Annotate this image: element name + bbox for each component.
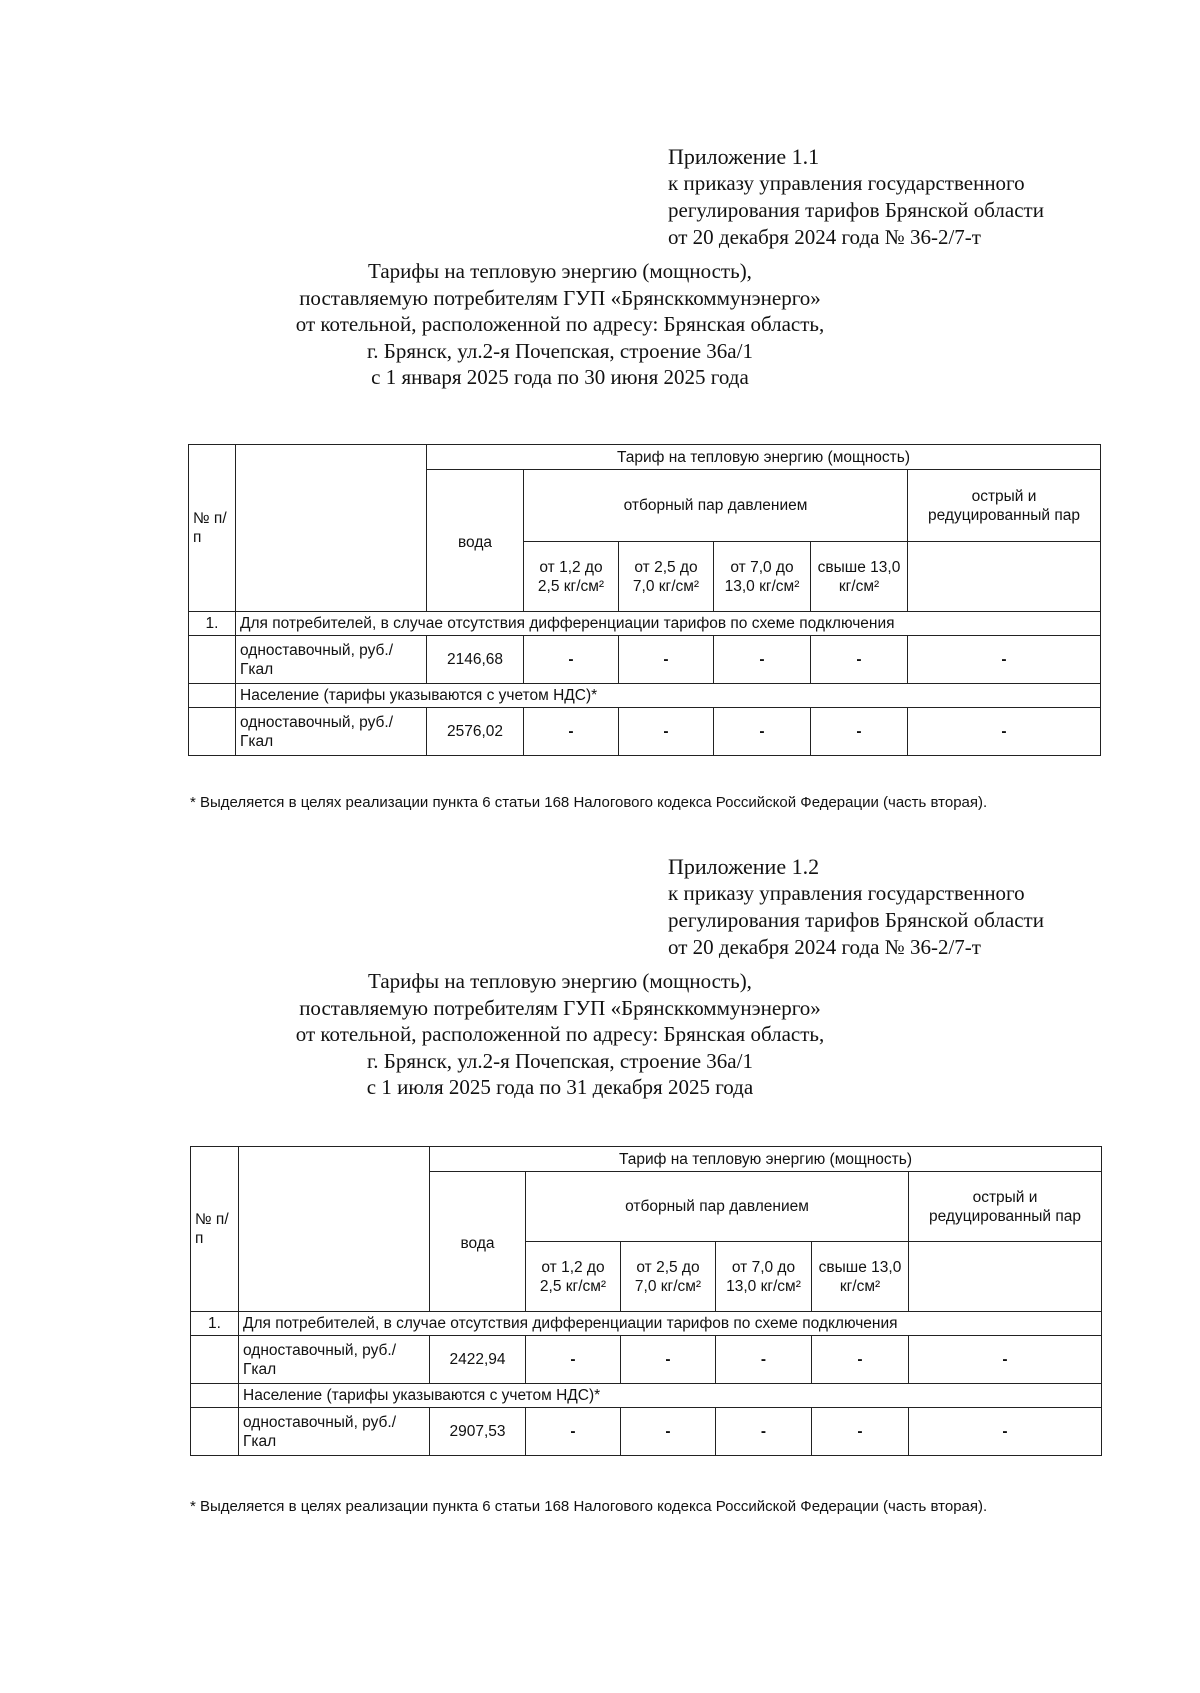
tariff-heading-2: [150, 968, 970, 1101]
row-number: 1.: [189, 612, 236, 636]
appendix-line: от 20 декабря 2024 года № 36-2/7-т: [668, 935, 981, 959]
tariff-header: Тариф на тепловую энергию (мощность): [430, 1147, 1102, 1172]
col-name-header: [236, 445, 427, 612]
empty-cell: [191, 1408, 239, 1456]
heading-line: Тарифы на тепловую энергию (мощность),: [368, 259, 752, 283]
heading-line: от котельной, расположенной по адресу: Брянская область,: [295, 1022, 825, 1046]
tariff-heading-1: [150, 258, 970, 391]
steam-header: отборный пар давлением: [526, 1172, 909, 1242]
heading-line: с 1 января 2025 года по 30 июня 2025 года: [371, 365, 749, 389]
pressure-col-3: от 7,0 до 13,0 кг/см²: [716, 1242, 812, 1312]
heading-line: с 1 июля 2025 года по 31 декабря 2025 года: [366, 1075, 754, 1099]
water-value: 2422,94: [430, 1336, 526, 1384]
tariff-table-1: [188, 444, 1101, 756]
dash-cell: -: [909, 1336, 1102, 1384]
appendix-line: к приказу управления государственного: [668, 881, 1025, 905]
dash-cell: -: [619, 636, 714, 684]
table-row: [189, 636, 1101, 684]
table-row: [191, 1408, 1102, 1456]
col-number-header: № п/п: [191, 1147, 239, 1312]
pressure-col-1: от 1,2 до 2,5 кг/см²: [524, 542, 619, 612]
empty-cell: [189, 708, 236, 756]
empty-cell: [189, 636, 236, 684]
heading-line: Тарифы на тепловую энергию (мощность),: [368, 969, 752, 993]
appendix-title: Приложение 1.1: [668, 144, 820, 169]
col-number-header: № п/п: [189, 445, 236, 612]
appendix-line: к приказу управления государственного: [668, 171, 1025, 195]
pressure-col-4: свыше 13,0 кг/см²: [812, 1242, 909, 1312]
dash-cell: -: [716, 1336, 812, 1384]
tariff-header: Тариф на тепловую энергию (мощность): [427, 445, 1101, 470]
appendix-line: регулирования тарифов Брянской области: [668, 908, 1044, 932]
water-value: 2576,02: [427, 708, 524, 756]
tariff-table-2: [190, 1146, 1102, 1456]
appendix-header-1: [668, 143, 1044, 251]
appendix-header-2: [668, 853, 1044, 961]
section-row-text: Для потребителей, в случае отсутствия дифференциации тарифов по схеме подключения: [239, 1312, 1102, 1336]
heading-line: поставляемую потребителям ГУП «Брянсккоммунэнерго»: [299, 995, 821, 1020]
dash-cell: -: [811, 708, 908, 756]
row-number: 1.: [191, 1312, 239, 1336]
population-row-text: Население (тарифы указываются с учетом НДС)*: [236, 684, 1101, 708]
rate-label: одноставочный, руб./Гкал: [236, 708, 427, 756]
dash-cell: -: [909, 1408, 1102, 1456]
empty-cell: [189, 684, 236, 708]
population-row-text: Население (тарифы указываются с учетом НДС)*: [239, 1384, 1102, 1408]
section-row-text: Для потребителей, в случае отсутствия дифференциации тарифов по схеме подключения: [236, 612, 1101, 636]
table-row: [191, 1384, 1102, 1408]
dash-cell: -: [526, 1336, 621, 1384]
sharp-steam-header: острый и редуцированный пар: [909, 1172, 1102, 1242]
table-row: [191, 1312, 1102, 1336]
empty-cell: [191, 1336, 239, 1384]
heading-line: г. Брянск, ул.2-я Почепская, строение 36а/1: [367, 338, 753, 363]
pressure-col-3: от 7,0 до 13,0 кг/см²: [714, 542, 811, 612]
dash-cell: -: [811, 636, 908, 684]
dash-cell: -: [524, 708, 619, 756]
heading-line: г. Брянск, ул.2-я Почепская, строение 36а/1: [367, 1048, 753, 1073]
sharp-steam-header: острый и редуцированный пар: [908, 470, 1101, 542]
water-header: вода: [430, 1172, 526, 1312]
water-header: вода: [427, 470, 524, 612]
table-row: [189, 684, 1101, 708]
dash-cell: -: [908, 708, 1101, 756]
heading-line: поставляемую потребителям ГУП «Брянсккоммунэнерго»: [299, 285, 821, 310]
dash-cell: -: [619, 708, 714, 756]
pressure-col-4: свыше 13,0 кг/см²: [811, 542, 908, 612]
steam-header: отборный пар давлением: [524, 470, 908, 542]
dash-cell: -: [908, 636, 1101, 684]
appendix-line: регулирования тарифов Брянской области: [668, 198, 1044, 222]
appendix-title: Приложение 1.2: [668, 854, 820, 879]
table-row: [189, 708, 1101, 756]
pressure-col-2: от 2,5 до 7,0 кг/см²: [619, 542, 714, 612]
footnote-1: * Выделяется в целях реализации пункта 6 статьи 168 Налогового кодекса Российской Федерации (часть вторая).: [190, 794, 988, 811]
water-value: 2146,68: [427, 636, 524, 684]
empty-cell: [908, 542, 1101, 612]
pressure-col-1: от 1,2 до 2,5 кг/см²: [526, 1242, 621, 1312]
dash-cell: -: [524, 636, 619, 684]
dash-cell: -: [621, 1408, 716, 1456]
dash-cell: -: [621, 1336, 716, 1384]
empty-cell: [191, 1384, 239, 1408]
dash-cell: -: [714, 708, 811, 756]
dash-cell: -: [526, 1408, 621, 1456]
appendix-line: от 20 декабря 2024 года № 36-2/7-т: [668, 225, 981, 249]
dash-cell: -: [714, 636, 811, 684]
rate-label: одноставочный, руб./Гкал: [239, 1408, 430, 1456]
col-name-header: [239, 1147, 430, 1312]
water-value: 2907,53: [430, 1408, 526, 1456]
empty-cell: [909, 1242, 1102, 1312]
footnote-2: * Выделяется в целях реализации пункта 6 статьи 168 Налогового кодекса Российской Федерации (часть вторая).: [190, 1498, 988, 1515]
dash-cell: -: [812, 1336, 909, 1384]
heading-line: от котельной, расположенной по адресу: Брянская область,: [295, 312, 825, 336]
table-row: [189, 612, 1101, 636]
dash-cell: -: [716, 1408, 812, 1456]
dash-cell: -: [812, 1408, 909, 1456]
pressure-col-2: от 2,5 до 7,0 кг/см²: [621, 1242, 716, 1312]
rate-label: одноставочный, руб./Гкал: [236, 636, 427, 684]
rate-label: одноставочный, руб./Гкал: [239, 1336, 430, 1384]
table-row: [191, 1336, 1102, 1384]
